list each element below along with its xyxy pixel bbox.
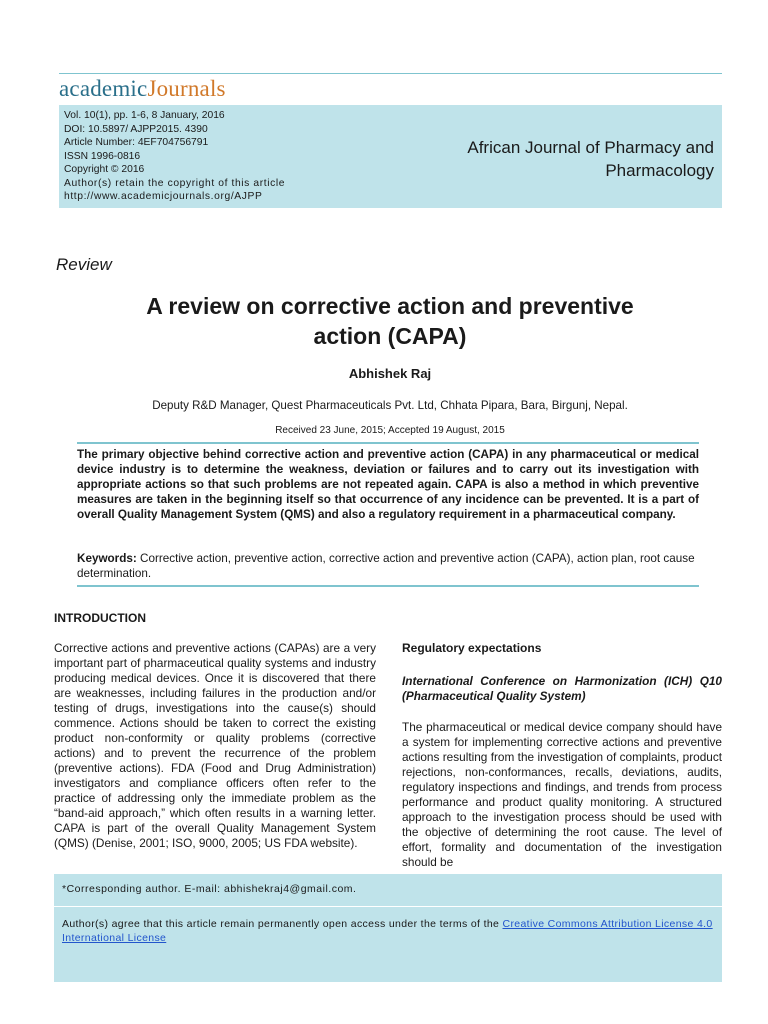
right-column <box>402 641 722 870</box>
author-affiliation: Deputy R&D Manager, Quest Pharmaceuticals Pvt. Ltd, Chhata Pipara, Bara, Birgunj, Nepal. <box>152 399 628 412</box>
publisher-logo <box>59 76 226 102</box>
author-name: Abhishek Raj <box>348 366 432 381</box>
meta-volume: Vol. 10(1), pp. 1-6, 8 January, 2016 <box>64 110 225 121</box>
article-type-label: Review <box>56 255 112 274</box>
meta-rights: Author(s) retain the copyright of this article <box>64 177 286 189</box>
abstract: The primary objective behind corrective action and preventive action (CAPA) in any pharmaceutical or medical device industry is to determine the weakness, deviation or failures and to carry out its investigation with appropriate actions so that such problems are not repeated again. CAPA is also a method in which preventive measures are taken in the beginning itself so that occurrence of any incidence can be prevented. It is a part of overall Quality Management System (QMS) and also a regulatory requirement in a pharmaceutical company. <box>77 448 699 521</box>
title-line1: A review on corrective action and preventive <box>146 293 634 319</box>
logo-text-academic: academic <box>59 76 148 101</box>
left-column <box>54 641 376 851</box>
ich-subheading: International Conference on Harmonization (ICH) Q10 (Pharmaceutical Quality System) <box>402 674 722 703</box>
regulatory-heading: Regulatory expectations <box>402 641 542 655</box>
introduction-heading: INTRODUCTION <box>54 611 146 625</box>
keywords-text: Corrective action, preventive action, corrective action and preventive action (CAPA), action plan, root cause determination. <box>77 552 695 580</box>
license-link[interactable]: Creative Commons Attribution License 4.0 International License <box>62 918 713 944</box>
keywords-label: Keywords: <box>77 552 137 565</box>
journal-name-line1: African Journal of Pharmacy and <box>467 138 714 157</box>
footer-divider <box>54 906 722 907</box>
meta-article-number: Article Number: 4EF704756791 <box>64 137 209 148</box>
article-metadata <box>64 109 285 204</box>
regulatory-paragraph: The pharmaceutical or medical device company should have a system for implementing corrective actions and preventive actions resulting from the investigation of complaints, product rejections, non-conformances, recalls, deviations, audits, regulatory inspections and findings, and trends from process performance and product quality monitoring. A structured approach to the investigation process should be used with the objective of determining the root cause. The level of effort, formality and documentation of the investigation should be <box>402 720 722 869</box>
title-line2: action (CAPA) <box>313 323 467 349</box>
abstract-bottom-rule <box>77 585 699 587</box>
license-text: Author(s) agree that this article remain permanently open access under the terms of the <box>62 918 503 930</box>
meta-issn: ISSN 1996-0816 <box>64 150 141 162</box>
corresponding-author: *Corresponding author. E-mail: abhishekraj4@gmail.com. <box>62 883 357 895</box>
keywords <box>77 551 699 581</box>
header-top-rule <box>59 73 722 74</box>
article-title <box>60 291 720 351</box>
logo-text-journals: Journals <box>147 76 226 101</box>
abstract-top-rule <box>77 442 699 444</box>
journal-name-line2: Pharmacology <box>605 161 714 180</box>
meta-url[interactable]: http://www.academicjournals.org/AJPP <box>64 191 263 202</box>
meta-doi: DOI: 10.5897/ AJPP2015. 4390 <box>64 123 208 135</box>
meta-copyright: Copyright © 2016 <box>64 164 145 175</box>
received-accepted-dates: Received 23 June, 2015; Accepted 19 August, 2015 <box>275 425 505 436</box>
license-notice <box>62 917 718 945</box>
introduction-paragraph: Corrective actions and preventive actions (CAPAs) are a very important part of pharmaceutical quality systems and industry producing medical devices. Once it is discovered that there are weaknesses, including failures in the production and/or testing of drugs, investigations into the cause(s) should commence. Actions should be taken to correct the existing product non-conformity or quality problems (corrective actions) and to prevent the recurrence of the problem (preventive actions). FDA (Food and Drug Administration) investigators and compliance officers often refer to the practice of addressing only the immediate problem as the “band-aid approach,” which often results in a warning letter. CAPA is part of the overall Quality Management System (QMS) (Denise, 2001; ISO, 9000, 2005; US FDA website). <box>54 641 376 850</box>
journal-name <box>467 136 714 182</box>
